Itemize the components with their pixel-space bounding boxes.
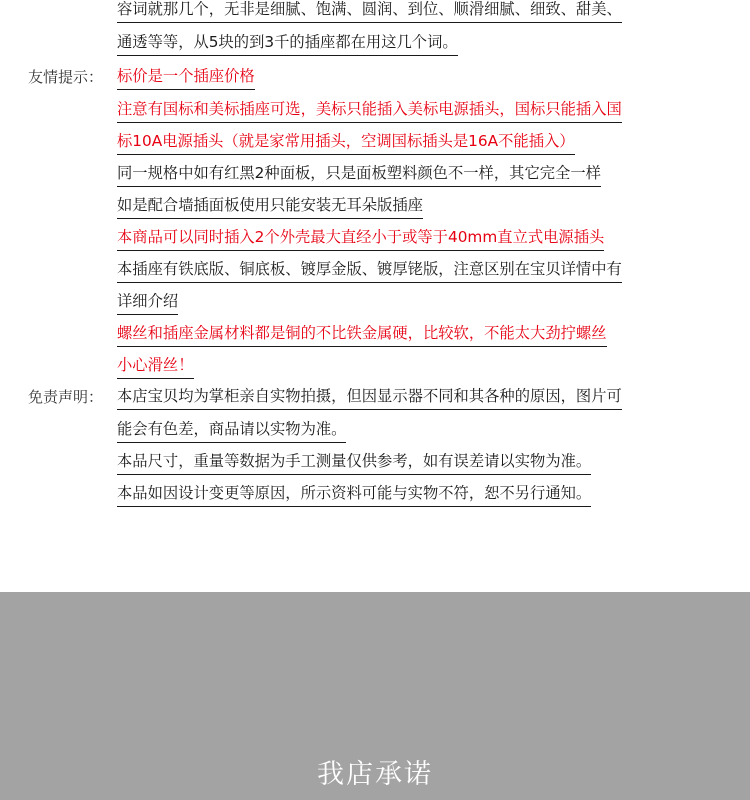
intro-line: 通透等等，从5块的到3千的插座都在用这几个词。	[117, 31, 458, 56]
disclaimer-line: 能会有色差，商品请以实物为准。	[117, 418, 346, 443]
tip-line: 如是配合墙插面板使用只能安装无耳朵版插座	[117, 194, 423, 219]
tip-line: 本插座有铁底版、铜底板、镀厚金版、镀厚铑版，注意区别在宝贝详情中有	[117, 258, 622, 283]
disclaimer-line: 本品如因设计变更等原因，所示资料可能与实物不符，恕不另行通知。	[117, 482, 591, 507]
tips-label: 友情提示：	[28, 68, 104, 86]
tip-line: 同一规格中如有红黑2种面板，只是面板塑料颜色不一样，其它完全一样	[117, 162, 601, 187]
tip-line: 螺丝和插座金属材料都是铜的不比铁金属硬，比较软，不能太大劲拧螺丝	[117, 322, 607, 347]
tip-line: 本商品可以同时插入2个外壳最大直经小于或等于40mm直立式电源插头	[117, 226, 604, 251]
tip-line: 详细介绍	[117, 290, 178, 315]
disclaimer-line: 本品尺寸，重量等数据为手工测量仅供参考，如有误差请以实物为准。	[117, 450, 591, 475]
disclaimer-label: 免责声明：	[28, 388, 104, 406]
tip-line: 标价是一个插座价格	[117, 65, 255, 90]
tip-line: 小心滑丝！	[117, 354, 194, 379]
disclaimer-line: 本店宝贝均为掌柜亲自实物拍摄，但因显示器不同和其各种的原因，图片可	[117, 385, 622, 410]
promise-banner-title: 我店承诺	[317, 759, 433, 790]
tip-line: 标10A电源插头（就是家常用插头，空调国标插头是16A不能插入）	[117, 130, 575, 155]
intro-line: 容词就那几个，无非是细腻、饱满、圆润、到位、顺滑细腻、细致、甜美、	[117, 0, 622, 23]
tip-line: 注意有国标和美标插座可选，美标只能插入美标电源插头，国标只能插入国	[117, 98, 622, 123]
